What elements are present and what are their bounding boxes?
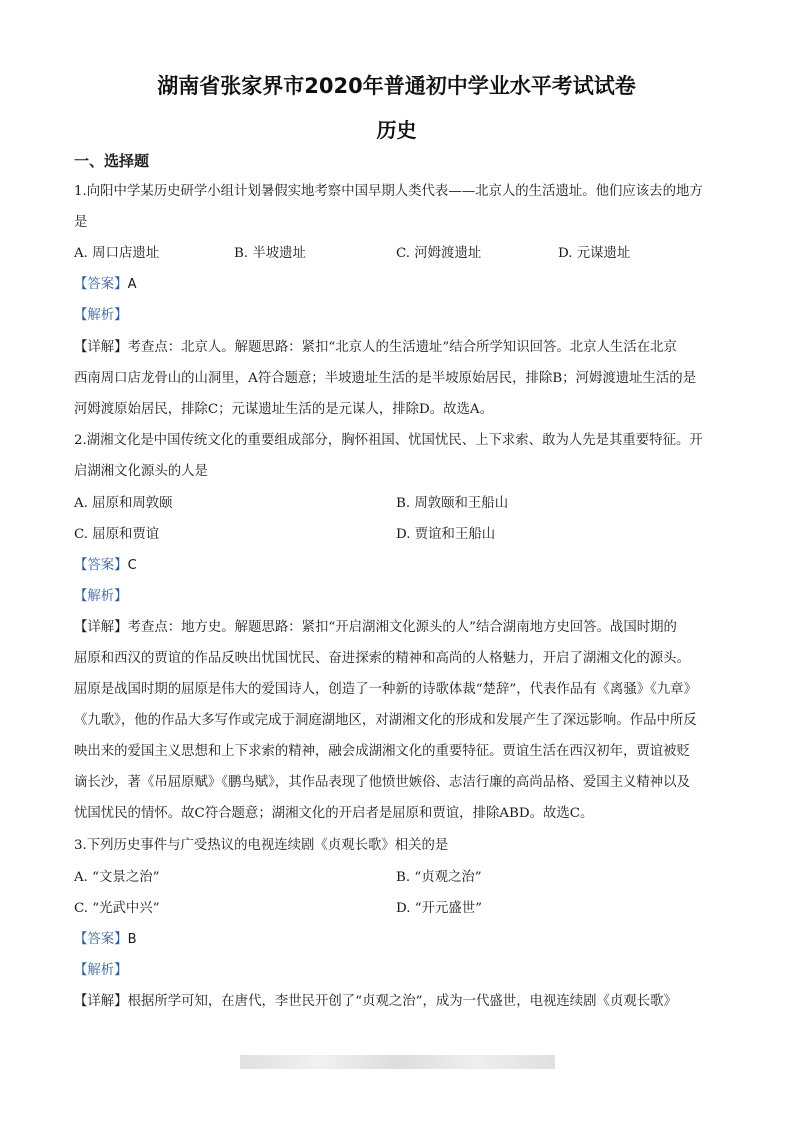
q2-stem-line-2: 启湖湘文化源头的人是 [74,464,208,479]
q3-answer [74,931,724,949]
q2-detail-line-6: 谪长沙，著《吊屈原赋》《鹏鸟赋》，其作品表现了他愤世嫉俗、志洁行廉的高尚品格、爱国主义精神以及 [74,775,690,790]
q2-detail-line-3: 屈原是战国时期的屈原是伟大的爱国诗人，创造了一种新的诗歌体裁“楚辞”，代表作品有《离骚》《九章》 [74,682,697,697]
exam-title: 湖南省张家界市2020年普通初中学业水平考试试卷 [157,74,636,98]
q2-stem-line-1: 2.湖湘文化是中国传统文化的重要组成部分，胸怀祖国、忧国忧民、上下求索、敢为人先是其重要特征。开 [74,433,703,448]
q2-option-a: A. 屈原和周敦颐 [74,496,173,511]
q1-detail-line-1 [74,339,724,357]
answer-value: C [127,558,137,573]
q2-detail-line-4: 《九歌》，他的作品大多写作或完成于洞庭湖地区，对湖湘文化的形成和发展产生了深远影响。作品中所反 [74,713,697,728]
q3-detail-line-1 [74,993,724,1011]
q1-option-c: C. 河姆渡遗址 [396,246,482,261]
q3-stem-line-1: 3.下列历史事件与广受热议的电视连续剧《贞观长歌》相关的是 [74,838,449,853]
q2-option-d: D. 贾谊和王船山 [396,527,496,542]
q3-option-d: D. “开元盛世” [396,901,483,916]
detail-text: 考查点：北京人。解题思路：紧扣“北京人的生活遗址”结合所学知识回答。北京人生活在北京 [127,340,677,355]
detail-text: 考查点：地方史。解题思路：紧扣“开启湖湘文化源头的人”结合湖南地方史回答。战国时期的 [127,620,677,635]
detail-tag: 【详解】 [74,340,128,355]
q2-option-c: C. 屈原和贾谊 [74,527,160,542]
q1-option-d: D. 元谋遗址 [558,246,631,261]
q3-option-b: B. “贞观之治” [396,870,482,885]
answer-tag: 【答案】 [74,558,128,573]
q1-analysis-tag: 【解析】 [74,308,128,323]
answer-tag: 【答案】 [74,932,128,947]
q2-analysis-tag: 【解析】 [74,589,128,604]
section-heading: 一、选择题 [74,152,150,170]
q2-answer [74,557,724,575]
detail-tag: 【详解】 [74,620,128,635]
q2-detail-line-2: 屈原和西汉的贾谊的作品反映出忧国忧民、奋进探索的精神和高尚的人格魅力，开启了湖湘文化的源头。 [74,651,690,666]
q1-stem-line-2: 是 [74,215,88,230]
q3-option-c: C. “光武中兴” [74,901,160,916]
q1-option-a: A. 周口店遗址 [74,246,160,261]
q1-stem-line-1: 1.向阳中学某历史研学小组计划暑假实地考察中国早期人类代表——北京人的生活遗址。他们应该去的地方 [74,184,703,199]
q1-answer [74,276,724,294]
q2-detail-line-5: 映出来的爱国主义思想和上下求索的精神，融会成湖湘文化的重要特征。贾谊生活在西汉初年，贾谊被贬 [74,744,690,759]
q2-detail-line-1 [74,619,724,637]
q2-option-b: B. 周敦颐和王船山 [396,496,509,511]
blurred-footer-watermark [240,1055,555,1069]
q3-analysis-tag: 【解析】 [74,963,128,978]
q1-detail-line-3: 河姆渡原始居民，排除C；元谋遗址生活的是元谋人，排除D。故选A。 [74,402,493,417]
answer-tag: 【答案】 [74,277,128,292]
answer-value: A [127,277,137,292]
detail-tag: 【详解】 [74,994,128,1009]
detail-text: 根据所学可知，在唐代，李世民开创了“贞观之治”，成为一代盛世，电视连续剧《贞观长歌》 [127,994,677,1009]
q1-detail-line-2: 西南周口店龙骨山的山洞里，A符合题意；半坡遗址生活的是半坡原始居民，排除B；河姆渡遗址生活的是 [74,371,697,386]
q3-option-a: A. “文景之治” [74,870,160,885]
answer-value: B [127,932,137,947]
subject-title: 历史 [376,118,417,142]
q1-option-b: B. 半坡遗址 [234,246,306,261]
q2-detail-line-7: 忧国忧民的情怀。故C符合题意；湖湘文化的开启者是屈原和贾谊，排除ABD。故选C。 [74,806,594,821]
